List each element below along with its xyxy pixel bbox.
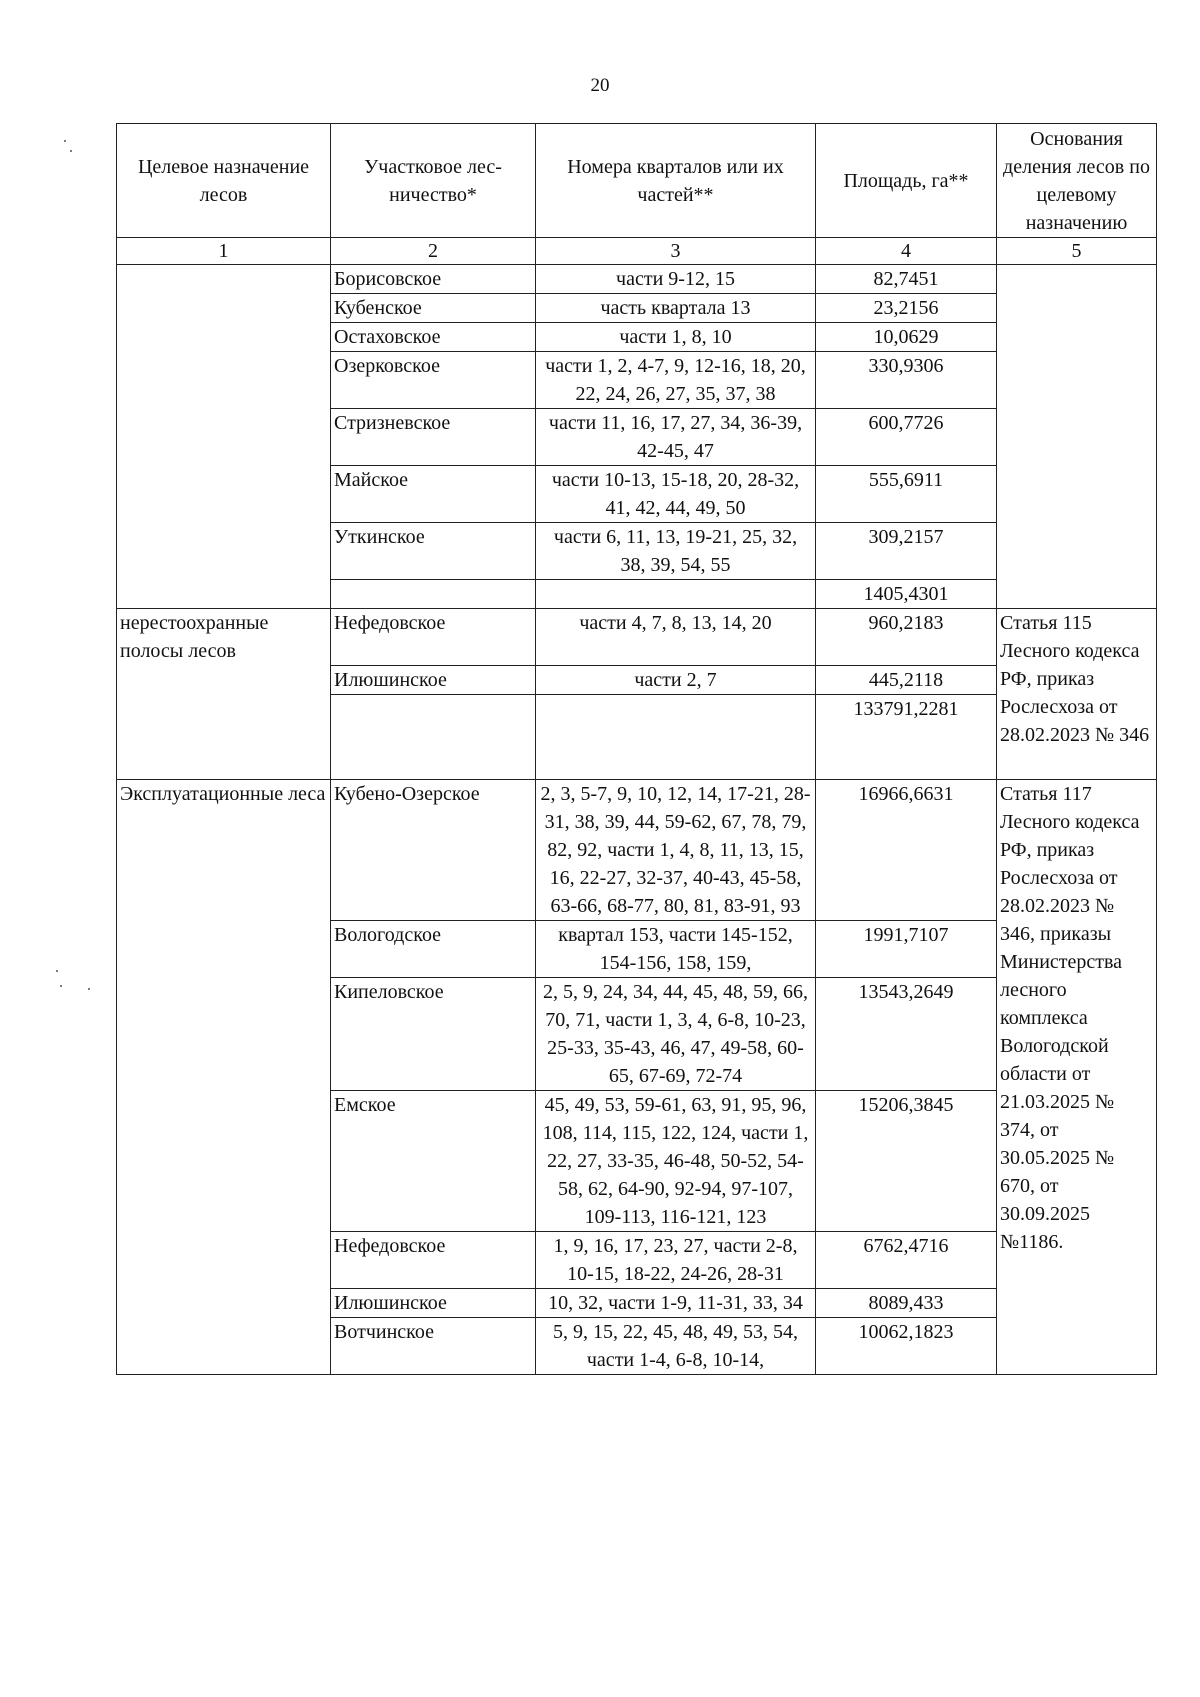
district-cell-empty [331,695,536,780]
basis-cell: Статья 115 Лесного кодекса РФ, приказ Рослесхоза от 28.02.2023 № 346 [997,609,1157,780]
area-cell: 600,7726 [816,409,997,466]
quarters-cell-empty [536,580,816,609]
quarters-cell: части 2, 7 [536,666,816,695]
scan-speck [88,988,90,990]
quarters-cell: части 1, 2, 4-7, 9, 12-16, 18, 20, 22, 24, 26, 27, 35, 37, 38 [536,352,816,409]
area-cell: 1991,7107 [816,921,997,978]
purpose-cell: нерестоохранные полосы лесов [117,609,331,780]
district-cell: Илюшинское [331,1289,536,1318]
header-district: Участковое лес-ничество* [331,124,536,238]
district-cell: Майское [331,466,536,523]
area-total-cell: 1405,4301 [816,580,997,609]
area-cell: 330,9306 [816,352,997,409]
area-cell: 23,2156 [816,294,997,323]
header-row [117,124,1157,238]
header-basis: Основания деления лесов по целевому назначению [997,124,1157,238]
scan-speck [64,140,66,142]
district-cell-empty [331,580,536,609]
quarters-cell: квартал 153, части 145-152, 154-156, 158, 159, [536,921,816,978]
area-cell: 555,6911 [816,466,997,523]
area-cell: 6762,4716 [816,1232,997,1289]
area-cell: 15206,3845 [816,1091,997,1232]
quarters-cell: 45, 49, 53, 59-61, 63, 91, 95, 96, 108, 114, 115, 122, 124, части 1, 22, 27, 33-35, 46-48, 50-52, 54-58, 62, 64-90, 92-94, 97-107, 109-113, 116-121, 123 [536,1091,816,1232]
district-cell: Вологодское [331,921,536,978]
column-number: 4 [816,238,997,265]
quarters-cell: части 10-13, 15-18, 20, 28-32, 41, 42, 44, 49, 50 [536,466,816,523]
header-purpose: Целевое назначение лесов [117,124,331,238]
area-total-cell: 133791,2281 [816,695,997,780]
quarters-cell-empty [536,695,816,780]
area-cell: 82,7451 [816,265,997,294]
district-cell: Кубенское [331,294,536,323]
area-cell: 960,2183 [816,609,997,666]
table-row [117,780,1157,921]
quarters-cell: части 11, 16, 17, 27, 34, 36-39, 42-45, 47 [536,409,816,466]
district-cell: Нефедовское [331,609,536,666]
quarters-cell: части 4, 7, 8, 13, 14, 20 [536,609,816,666]
district-cell: Стризневское [331,409,536,466]
district-cell: Остаховское [331,323,536,352]
district-cell: Нефедовское [331,1232,536,1289]
area-cell: 16966,6631 [816,780,997,921]
column-number: 2 [331,238,536,265]
area-cell: 8089,433 [816,1289,997,1318]
area-cell: 13543,2649 [816,978,997,1091]
quarters-cell: 1, 9, 16, 17, 23, 27, части 2-8, 10-15, 18-22, 24-26, 28-31 [536,1232,816,1289]
column-number: 5 [997,238,1157,265]
district-cell: Озерковское [331,352,536,409]
district-cell: Кубено-Озерское [331,780,536,921]
quarters-cell: части 1, 8, 10 [536,323,816,352]
basis-cell-empty [997,265,1157,609]
quarters-cell: 2, 3, 5-7, 9, 10, 12, 14, 17-21, 28-31, 38, 39, 44, 59-62, 67, 78, 79, 82, 92, части 1, 4, 8, 11, 13, 15, 16, 22-27, 32-37, 40-43, 45-58, 63-66, 68-77, 80, 81, 83-91, 93 [536,780,816,921]
scan-speck [70,150,72,152]
quarters-cell: части 6, 11, 13, 19-21, 25, 32, 38, 39, 54, 55 [536,523,816,580]
district-cell: Кипеловское [331,978,536,1091]
basis-cell: Статья 117 Лесного кодекса РФ, приказ Рослесхоза от 28.02.2023 № 346, приказы Министерства лесного комплекса Вологодской области от 21.03.2025 № 374, от 30.05.2025 № 670, от 30.09.2025 №1186. [997,780,1157,1375]
quarters-cell: 5, 9, 15, 22, 45, 48, 49, 53, 54, части 1-4, 6-8, 10-14, [536,1318,816,1375]
column-number: 3 [536,238,816,265]
purpose-cell-empty [117,265,331,609]
district-cell: Емское [331,1091,536,1232]
quarters-cell: 2, 5, 9, 24, 34, 44, 45, 48, 59, 66, 70, 71, части 1, 3, 4, 6-8, 10-23, 25-33, 35-43, 46, 47, 49-58, 60-65, 67-69, 72-74 [536,978,816,1091]
page-number: 20 [590,75,610,96]
district-cell: Илюшинское [331,666,536,695]
district-cell: Уткинское [331,523,536,580]
column-number-row [117,238,1157,265]
table-row [117,609,1157,666]
purpose-cell: Эксплуатационные леса [117,780,331,1375]
header-quarters: Номера кварталов или их частей** [536,124,816,238]
quarters-cell: 10, 32, части 1-9, 11-31, 33, 34 [536,1289,816,1318]
area-cell: 445,2118 [816,666,997,695]
area-cell: 10,0629 [816,323,997,352]
header-area: Площадь, га** [816,124,997,238]
table-row [117,265,1157,294]
area-cell: 309,2157 [816,523,997,580]
area-cell: 10062,1823 [816,1318,997,1375]
forest-allocation-table [116,123,1157,1375]
district-cell: Борисовское [331,265,536,294]
district-cell: Вотчинское [331,1318,536,1375]
quarters-cell: часть квартала 13 [536,294,816,323]
quarters-cell: части 9-12, 15 [536,265,816,294]
scan-speck [60,985,62,987]
column-number: 1 [117,238,331,265]
scan-speck [56,970,58,972]
